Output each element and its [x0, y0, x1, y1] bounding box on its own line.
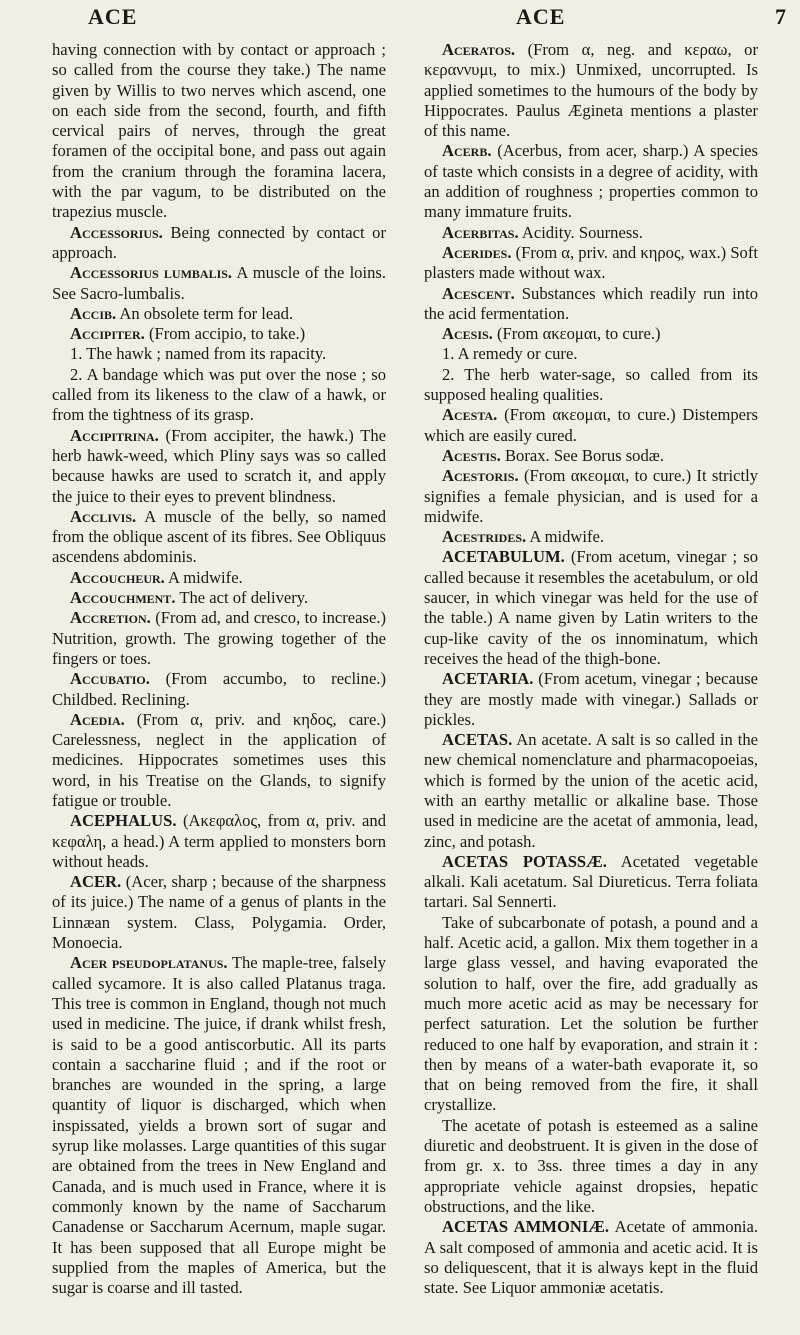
dictionary-entry [52, 263, 386, 304]
entry-headword: Accessorius lumbalis. [70, 263, 233, 283]
entry-headword: ACETAS POTASSÆ. [442, 851, 607, 871]
entry-definition: An acetate. A salt is so called in the new chemical nomenclature and pharmacopoeias, which is formed by the union of the acetic acid, with an earthy metallic or alkaline base. Those used in medicine are the acetat of ammonia, lead, zinc, and potash. [424, 730, 758, 851]
entry-headword: Acerides. [442, 242, 512, 262]
entry-headword: Accessorius. [70, 222, 163, 242]
running-header [0, 4, 800, 32]
entry-headword: Acerb. [442, 141, 492, 161]
entry-headword: Accipitrina. [70, 425, 159, 445]
sub-paragraph: Take of subcarbonate of potash, a pound and a half. Acetic acid, a gallon. Mix them together in a large glass vessel, and having evaporated the solution to half, over the fire, add gradually as much more acetic acid as may be necessary for perfect saturation. Let the solution be further reduced to one half by evaporation, and strain it : then by means of a water-bath evaporate it, so that on being removed from the fire, it shall crystallize. [424, 912, 758, 1115]
entry-definition: A midwife. [526, 527, 605, 547]
dictionary-entry [424, 40, 758, 141]
page-number: 7 [775, 4, 787, 29]
entry-headword: Accoucheur. [70, 567, 165, 587]
entry-definition: (From ακεομαι, to cure.) [492, 324, 661, 344]
entry-definition: (From ακεομαι, to cure.) It strictly signifies a female physician, and is used for a midwife. [424, 466, 758, 526]
entry-definition: (From α, neg. and κεραω, or κεραννυμι, to mix.) Unmixed, uncorrupted. Is applied sometimes to the humours of the body by Hippocrates. Paulus Æginetа mentions a plaster of this name. [424, 40, 758, 141]
entry-definition: Acetate of ammonia. A salt composed of ammonia and acetic acid. It is so deliquescent, that it is always kept in the fluid state. See Liquor ammoniæ acetatis. [424, 1217, 758, 1298]
entry-definition: Being connected by contact or approach. [52, 222, 386, 262]
dictionary-entry [52, 669, 386, 710]
entry-definition: (From acetum, vinegar ; because they are mostly made with vinegar.) Sallads or pickles. [424, 669, 758, 729]
entry-headword: Accretion. [70, 608, 151, 628]
entry-definition: (From acetum, vinegar ; so called because it resembles the acetabulum, or old saucer, in which vinegar was held for the use of the table.) A name given by Latin writers to the cup-like cavity of the os innominatum, which receives the head of the thigh-bone. [424, 547, 758, 668]
dictionary-entry [424, 446, 758, 466]
entry-definition: An obsolete term for lead. [116, 303, 294, 323]
dictionary-entry [52, 223, 386, 264]
entry-definition: A muscle of the belly, so named from the oblique ascent of its fibres. See Obliquus ascendens abdominis. [52, 506, 386, 567]
entry-definition: (Acerbus, from acer, sharp.) A species of taste which consists in a degree of acidity, with an addition of roughness ; properties common to many immature fruits. [424, 141, 758, 222]
dictionary-entry [424, 284, 758, 325]
sub-paragraph: The acetate of potash is esteemed as a saline diuretic and deobstruent. It is given in the dose of from gr. x. to 3ss. three times a day in any appropriate vehicle against dropsies, hepatic obstructions, and the like. [424, 1115, 758, 1216]
entry-definition: (From accipiter, the hawk.) The herb hawk-weed, which Pliny says was so called because hawks are used to scratch it, and apply the juice to their eyes to prevent blindness. [52, 425, 386, 506]
dictionary-entry [52, 811, 386, 872]
entry-definition: (From accumbo, to recline.) Childbed. Reclining. [52, 669, 386, 709]
right-column [424, 40, 758, 1298]
entry-definition: (From ad, and cresco, to increase.) Nutrition, growth. The growing together of the fingers or toes. [52, 608, 386, 668]
entry-definition: (From ακεομαι, to cure.) Distempers which are easily cured. [424, 405, 758, 445]
entry-definition: Borax. See Borus sodæ. [500, 445, 664, 465]
entry-headword: ACER. [70, 872, 122, 892]
entry-headword: Acclivis. [70, 506, 137, 526]
dictionary-entry [424, 405, 758, 446]
dictionary-entry [424, 852, 758, 913]
dictionary-entry [424, 669, 758, 730]
dictionary-entry [424, 547, 758, 669]
entry-headword: Accipiter. [70, 324, 145, 344]
sub-paragraph: 2. The herb water-sage, so called from its supposed healing qualities. [424, 364, 758, 405]
entry-definition: The maple-tree, falsely called sycamore. It is also called Platanus traga. This tree is common in England, though not much used in medicine. The juice, if drank whilst fresh, is said to be a good antiscorbutic. All its parts contain a saccharine fluid ; and if the root or branches are wounded in the spring, a large quantity of liquor is discharged, which when inspissated, yields a brown sort of sugar and syrup like molasses. Large quantities of this sugar are obtained from the trees in New England and Canada, and is much used in France, where it is commonly known by the name of Saccharum Canadense or Saccharum Acernum, maple sugar. It has been supposed that all Europe might be supplied from the maples of America, but the sugar is coarse and ill tasted. [52, 953, 386, 1298]
entry-headword: Accouchment. [70, 588, 176, 608]
dictionary-entry [52, 304, 386, 324]
entry-headword: ACETAS AMMONIÆ. [442, 1217, 610, 1237]
entry-headword: Acestoris. [442, 466, 519, 486]
entry-headword: Accubatio. [70, 669, 150, 689]
sub-paragraph: 1. A remedy or cure. [442, 344, 578, 364]
entry-headword: Acestis. [442, 445, 501, 465]
entry-definition: Acidity. Sourness. [518, 222, 643, 242]
dictionary-entry [52, 426, 386, 507]
entry-headword: ACETARIA. [442, 669, 534, 689]
entry-definition: Substances which readily run into the acid fermentation. [424, 283, 758, 323]
sub-paragraph: 2. A bandage which was put over the nose ; so called from its likeness to the claw of a hawk, or from the tightness of its grasp. [52, 364, 386, 425]
entry-headword: Aceratos. [442, 40, 516, 59]
continued-paragraph: having connection with by contact or approach ; so called from the course they take.) The name given by Willis to two nerves which ascend, one on each side from the second, fourth, and fifth cervical pairs of nerves, through the great foramen of the occipital bone, and pass out again from the cranium through the foramina lacera, with the par vagum, to be distributed on the trapezius muscle. [52, 40, 386, 222]
dictionary-entry [52, 507, 386, 568]
entry-definition: (From α, priv. and κηδος, care.) Carelessness, neglect in the application of medicines. Hippocrates sometimes uses this word, in his Treatise on the Glands, to signify fatigue or trouble. [52, 709, 386, 810]
dictionary-entry [52, 568, 386, 588]
dictionary-entry [424, 324, 758, 344]
entry-headword: Acerbitas. [442, 222, 519, 242]
dictionary-entry [52, 953, 386, 1298]
entry-headword: Acescent. [442, 283, 515, 303]
dictionary-entry [52, 608, 386, 669]
entry-definition: (Ακεφαλος, from α, priv. and κεφαλη, a head.) A term applied to monsters born without heads. [52, 811, 386, 871]
entry-headword: Acesis. [442, 324, 493, 344]
dictionary-entry [424, 1217, 758, 1298]
dictionary-entry [424, 730, 758, 852]
entry-definition: (From α, priv. and κηρος, wax.) Soft plasters made without wax. [424, 242, 758, 283]
entry-headword: ACETAS. [442, 730, 513, 750]
dictionary-entry [52, 324, 386, 344]
entry-headword: Acestrides. [442, 527, 527, 547]
entry-definition: Acetated vegetable alkali. Kali acetatum. Sal Diureticus. Terra foliata tartari. Sal Sennerti. [424, 851, 758, 912]
dictionary-entry [424, 527, 758, 547]
entry-definition: (Acer, sharp ; because of the sharpness of its juice.) The name of a genus of plants in the Linnæan system. Class, Polygamia. Order, Monoecia. [52, 872, 386, 953]
entry-headword: Acer pseudoplatanus. [70, 953, 228, 973]
header-left-word: ACE [88, 4, 138, 29]
entry-headword: Acedia. [70, 709, 125, 729]
dictionary-entry [52, 872, 386, 953]
entry-definition: A muscle of the loins. See Sacro-lumbalis. [52, 263, 386, 303]
entry-definition: The act of delivery. [175, 588, 309, 608]
entry-definition: (From accipio, to take.) [144, 324, 306, 344]
entry-headword: ACETABULUM. [442, 547, 565, 567]
dictionary-entry [424, 466, 758, 527]
dictionary-entry [424, 243, 758, 284]
header-center-word: ACE [516, 4, 566, 29]
entry-definition: A midwife. [164, 567, 243, 587]
dictionary-entry [424, 223, 758, 243]
entry-headword: ACEPHALUS. [70, 811, 177, 831]
entry-headword: Acesta. [442, 405, 498, 425]
left-column [52, 40, 386, 1298]
dictionary-entry [52, 710, 386, 811]
dictionary-entry [424, 141, 758, 222]
dictionary-entry [52, 588, 386, 608]
sub-paragraph: 1. The hawk ; named from its rapacity. [70, 344, 327, 364]
entry-headword: Accib. [70, 303, 117, 323]
